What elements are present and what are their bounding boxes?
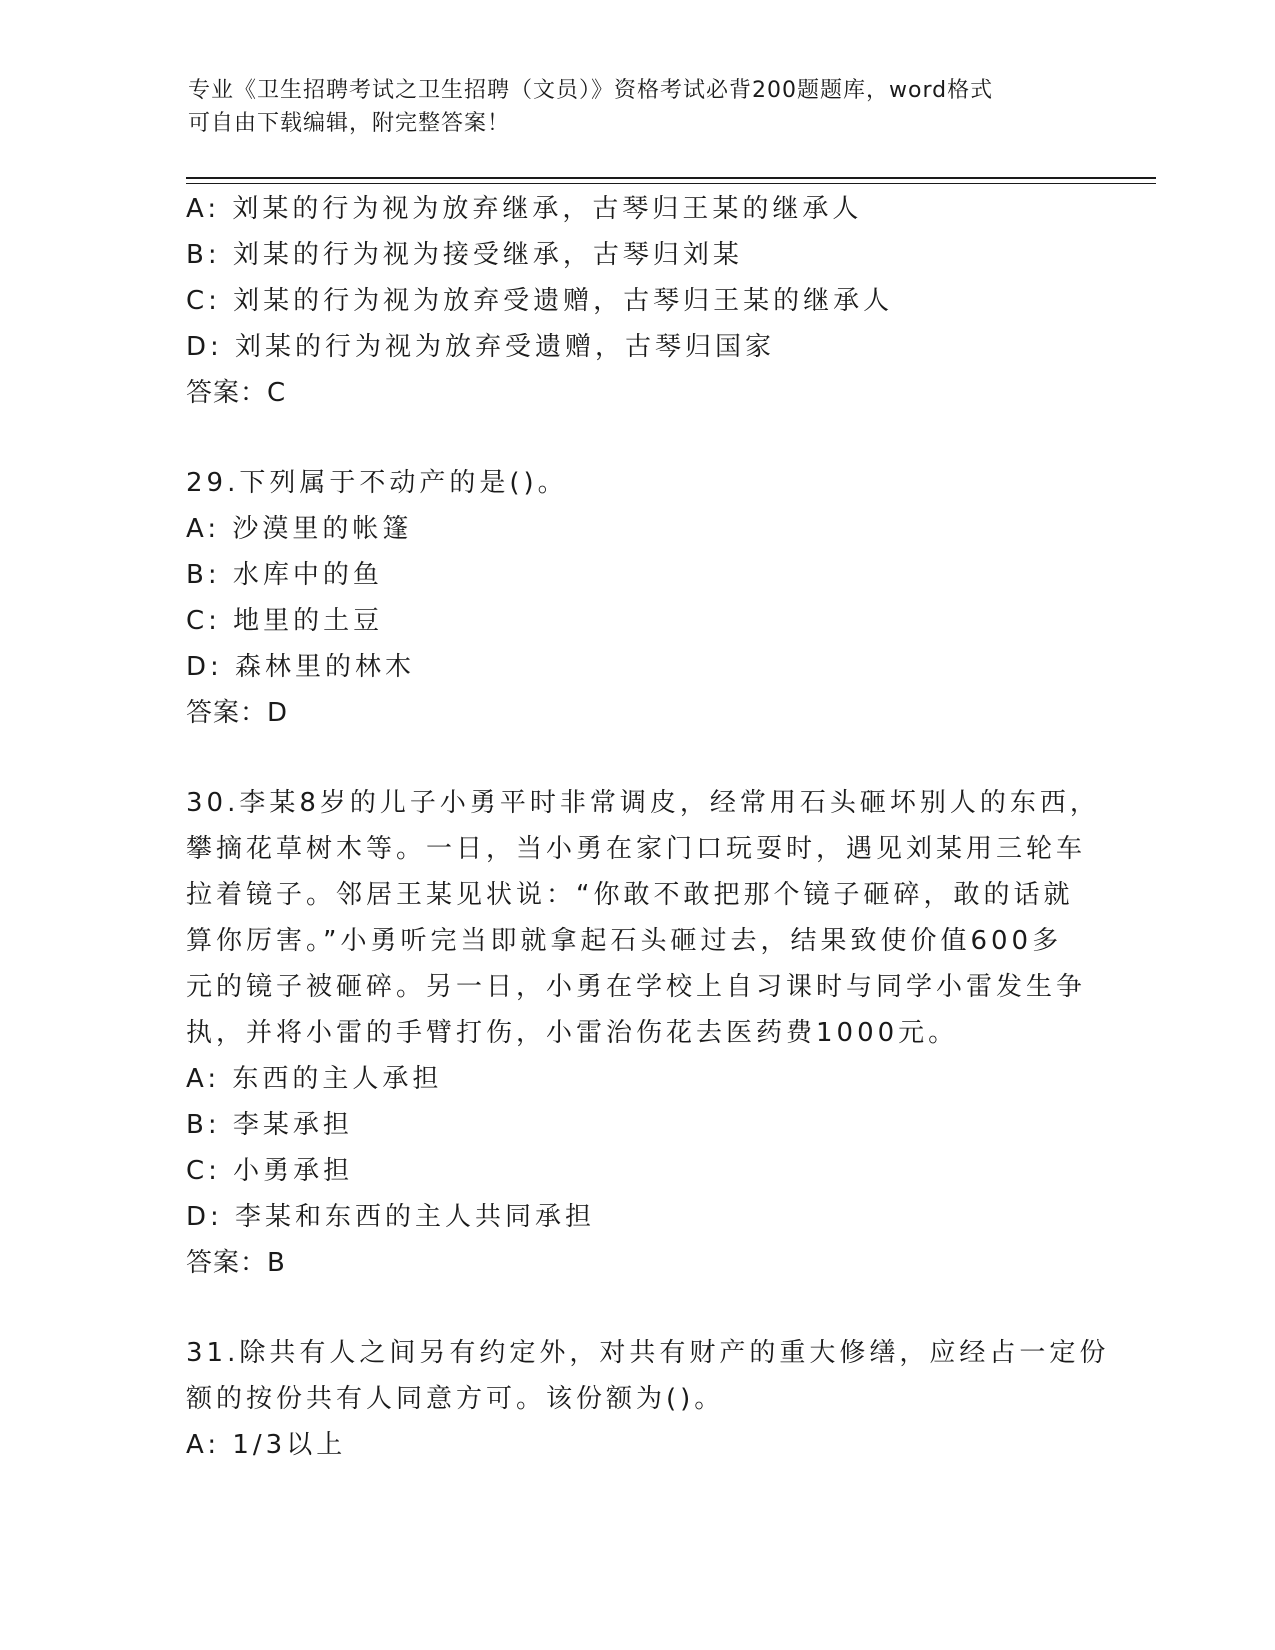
option-b: B: 李某承担: [186, 1110, 353, 1140]
option-b: B: 刘某的行为视为接受继承，古琴归刘某: [186, 240, 743, 270]
question-stem-line: 攀摘花草树木等。一日，当小勇在家门口玩耍时，遇见刘某用三轮车: [186, 834, 1087, 864]
question-stem-line: 拉着镜子。邻居王某见状说：“你敢不敢把那个镜子砸碎，敢的话就: [186, 880, 1074, 910]
option-a: A: 刘某的行为视为放弃继承，古琴归王某的继承人: [186, 194, 863, 224]
spacer: [186, 1286, 1086, 1330]
answer-line: 答案：C: [186, 378, 287, 408]
question-stem-line: 元的镜子被砸碎。另一日，小勇在学校上自习课时与同学小雷发生争: [186, 972, 1087, 1002]
option-c: C: 地里的土豆: [186, 606, 384, 636]
question-stem: 29.下列属于不动产的是()。: [186, 468, 568, 498]
header-divider-thin: [186, 183, 1156, 184]
option-c: C: 小勇承担: [186, 1156, 354, 1186]
option-c: C: 刘某的行为视为放弃受遗赠，古琴归王某的继承人: [186, 286, 894, 316]
question-list: [186, 186, 1110, 1468]
question-stem-line: 31.除共有人之间另有约定外，对共有财产的重大修缮，应经占一定份: [186, 1338, 1110, 1368]
spacer: [186, 416, 1086, 460]
option-a: A: 沙漠里的帐篷: [186, 514, 413, 544]
header-title-line-1: 专业《卫生招聘考试之卫生招聘（文员）》资格考试必背200题题库，word格式: [188, 78, 994, 103]
answer-line: 答案：D: [186, 698, 289, 728]
question-stem-line: 执，并将小雷的手臂打伤，小雷治伤花去医药费1000元。: [186, 1018, 959, 1048]
question-stem-line: 30.李某8岁的儿子小勇平时非常调皮，经常用石头砸坏别人的东西，: [186, 788, 1100, 818]
option-d: D: 刘某的行为视为放弃受遗赠，古琴归国家: [186, 332, 776, 362]
document-header: [188, 74, 1088, 140]
answer-line: 答案：B: [186, 1248, 286, 1278]
option-d: D: 李某和东西的主人共同承担: [186, 1202, 596, 1232]
header-divider-thick: [186, 177, 1156, 179]
option-b: B: 水库中的鱼: [186, 560, 383, 590]
spacer: [186, 736, 1086, 780]
question-29: [186, 460, 1086, 736]
header-title-line-2: 可自由下载编辑，附完整答案！: [188, 111, 511, 136]
option-a: A: 1/3以上: [186, 1430, 347, 1460]
question-stem-line: 额的按份共有人同意方可。该份额为()。: [186, 1384, 725, 1414]
question-31: [186, 1330, 1110, 1468]
question-28: [186, 186, 1086, 416]
question-stem-line: 算你厉害。”小勇听完当即就拿起石头砸过去，结果致使价值600多: [186, 926, 1063, 956]
question-30: [186, 780, 1100, 1286]
option-d: D: 森林里的林木: [186, 652, 416, 682]
option-a: A: 东西的主人承担: [186, 1064, 443, 1094]
